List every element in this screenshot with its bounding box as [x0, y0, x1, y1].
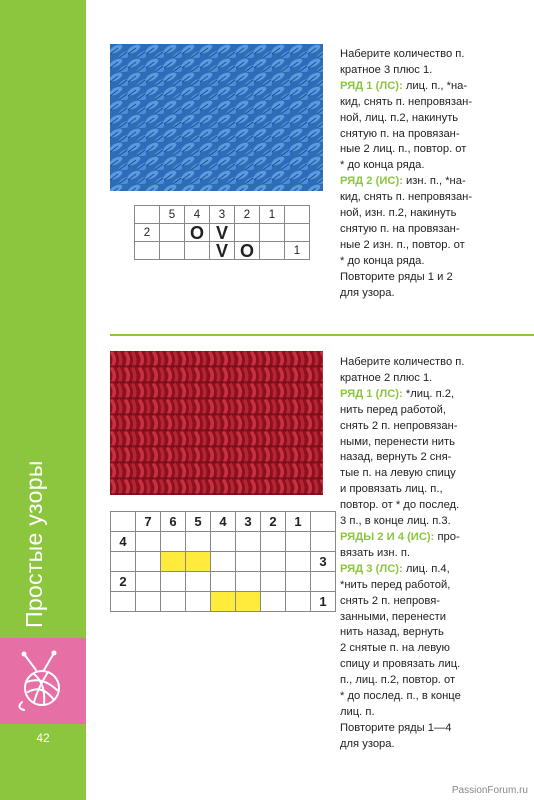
pattern1-chart [134, 205, 310, 260]
row-label: РЯД 2 (ИС): [340, 175, 403, 188]
instruction-line [340, 498, 506, 514]
chart-row [111, 512, 336, 532]
instruction-text: снятую п. на провязан- [340, 127, 460, 140]
chart-cell [211, 572, 236, 592]
chart-cell: 4 [185, 206, 210, 224]
chart-cell [211, 592, 236, 612]
chart-cell: 6 [161, 512, 186, 532]
chart-row [111, 552, 336, 572]
section-title: Простые узоры [21, 460, 47, 628]
chart-cell [186, 552, 211, 572]
instruction-line [340, 403, 506, 419]
chart-cell: 3 [210, 206, 235, 224]
chart-cell: O [235, 242, 260, 260]
chart-cell [185, 242, 210, 260]
chart-row [111, 572, 336, 592]
instruction-line [340, 79, 506, 95]
chart-cell: O [185, 224, 210, 242]
instruction-line [340, 435, 506, 451]
chart-cell: 5 [160, 206, 185, 224]
chart-cell [135, 242, 160, 260]
instruction-text: * до послед. п., в конце [340, 690, 461, 703]
chart-cell [161, 532, 186, 552]
chart-cell [286, 532, 311, 552]
instruction-text: ные 2 лиц. п., повтор. от [340, 143, 467, 156]
chart-cell [261, 592, 286, 612]
chart-cell [236, 572, 261, 592]
instruction-line [340, 625, 506, 641]
instruction-text: кид, снять п. непровязан- [340, 95, 473, 108]
instruction-text: кид, снять п. непровязан- [340, 191, 473, 204]
chart-cell: 1 [260, 206, 285, 224]
instruction-line [340, 270, 506, 286]
chart-cell [160, 224, 185, 242]
chart-cell [285, 224, 310, 242]
yarn-ball-icon [14, 650, 70, 712]
instruction-line [340, 387, 506, 403]
chart-cell [261, 532, 286, 552]
instruction-line [340, 514, 506, 530]
chart-cell [260, 224, 285, 242]
chart-cell [211, 532, 236, 552]
chart-cell [311, 532, 336, 552]
instruction-text: кратное 3 плюс 1. [340, 63, 433, 76]
pattern1-instructions [340, 47, 506, 302]
instruction-line [340, 721, 506, 737]
instruction-text: *лиц. п.2, [402, 387, 455, 400]
chart-cell: 5 [186, 512, 211, 532]
chart-cell [311, 572, 336, 592]
chart-cell [236, 552, 261, 572]
sidebar [0, 0, 86, 800]
instruction-line [340, 190, 506, 206]
chart-cell [285, 206, 310, 224]
instruction-line [340, 238, 506, 254]
red-knit-photo [110, 351, 323, 495]
chart-cell: 1 [286, 512, 311, 532]
instruction-text: ные 2 изн. п., повтор. от [340, 238, 465, 251]
chart-cell: 2 [261, 512, 286, 532]
chart-cell: 2 [135, 224, 160, 242]
chart-cell [286, 572, 311, 592]
chart-cell: 2 [235, 206, 260, 224]
chart-cell [136, 592, 161, 612]
row-label: РЯД 1 (ЛС): [340, 79, 403, 92]
instruction-text: снятую п. на провязан- [340, 222, 460, 235]
instruction-line [340, 705, 506, 721]
instruction-text: 3 п., в конце лиц. п.3. [340, 515, 451, 528]
section-divider [110, 334, 534, 336]
instruction-text: для узора. [340, 737, 395, 750]
instruction-text: ной, изн. п.2, накинуть [340, 207, 457, 220]
chart-cell [286, 552, 311, 572]
instruction-text: изн. п., *на- [402, 175, 466, 188]
instruction-text: лиц. п., *на- [402, 79, 468, 92]
chart-cell [136, 552, 161, 572]
chart-cell [261, 572, 286, 592]
instruction-line [340, 689, 506, 705]
instruction-text: лиц. п.4, [402, 562, 450, 575]
chart-cell [111, 592, 136, 612]
instruction-text: тые п. на левую спицу [340, 467, 456, 480]
instruction-line [340, 63, 506, 79]
instruction-line [340, 111, 506, 127]
instruction-text: Повторите ряды 1 и 2 [340, 270, 453, 283]
chart-cell [135, 206, 160, 224]
instruction-text: * до конца ряда. [340, 254, 425, 267]
instruction-line [340, 530, 506, 546]
chart-cell [161, 592, 186, 612]
chart-cell [286, 592, 311, 612]
instruction-text: ными, перенести нить [340, 435, 455, 448]
chart-cell [136, 532, 161, 552]
instruction-line [340, 562, 506, 578]
instruction-line [340, 578, 506, 594]
instruction-line [340, 206, 506, 222]
chart-cell [260, 242, 285, 260]
chart-cell: 1 [311, 592, 336, 612]
chart-cell: 2 [111, 572, 136, 592]
chart-cell [161, 572, 186, 592]
instruction-text: лиц. п. [340, 705, 375, 718]
chart-cell [161, 552, 186, 572]
blue-knit-photo [110, 44, 323, 191]
pattern2-instructions [340, 355, 506, 753]
chart-row [135, 206, 310, 224]
instruction-text: кратное 2 плюс 1. [340, 371, 433, 384]
instruction-text: нить назад, вернуть [340, 626, 444, 639]
instruction-text: снять 2 п. непровязан- [340, 419, 458, 432]
instruction-text: спицу и провязать лиц. [340, 658, 461, 671]
chart-cell [261, 552, 286, 572]
instruction-line [340, 355, 506, 371]
pattern2-chart [110, 511, 336, 612]
instruction-line [340, 641, 506, 657]
instruction-text: нить перед работой, [340, 403, 447, 416]
row-label: РЯД 1 (ЛС): [340, 387, 403, 400]
chart-cell [160, 242, 185, 260]
instruction-text: п., лиц. п.2, повтор. от [340, 674, 456, 687]
chart-cell [235, 224, 260, 242]
chart-cell [186, 572, 211, 592]
chart-cell: 4 [111, 532, 136, 552]
instruction-text: занными, перенести [340, 610, 446, 623]
instruction-line [340, 127, 506, 143]
instruction-line [340, 610, 506, 626]
row-label: РЯДЫ 2 И 4 (ИС): [340, 530, 435, 543]
instruction-text: назад, вернуть 2 сня- [340, 451, 452, 464]
chart-row [135, 242, 310, 260]
instruction-line [340, 158, 506, 174]
instruction-line [340, 657, 506, 673]
chart-cell [136, 572, 161, 592]
chart-cell: 4 [211, 512, 236, 532]
instruction-text: * до конца ряда. [340, 159, 425, 172]
instruction-text: ной, лиц. п.2, накинуть [340, 111, 459, 124]
instruction-line [340, 594, 506, 610]
instruction-line [340, 482, 506, 498]
chart-cell [211, 552, 236, 572]
instruction-line [340, 222, 506, 238]
instruction-line [340, 286, 506, 302]
instruction-line [340, 673, 506, 689]
chart-cell [186, 532, 211, 552]
instruction-line [340, 47, 506, 63]
instruction-text: повтор. от * до послед. [340, 499, 460, 512]
instruction-text: про- [434, 530, 460, 543]
watermark: PassionForum.ru [451, 785, 528, 796]
instruction-text: снять 2 п. непровя- [340, 594, 440, 607]
chart-cell [186, 592, 211, 612]
chart-cell [311, 512, 336, 532]
instruction-text: *нить перед работой, [340, 578, 451, 591]
instruction-line [340, 174, 506, 190]
instruction-line [340, 466, 506, 482]
chart-cell: 1 [285, 242, 310, 260]
instruction-line [340, 737, 506, 753]
instruction-line [340, 419, 506, 435]
chart-cell: V [210, 242, 235, 260]
chart-cell [111, 552, 136, 572]
chart-row [111, 592, 336, 612]
chart-cell [236, 532, 261, 552]
instruction-line [340, 95, 506, 111]
chart-row [135, 224, 310, 242]
chart-cell [236, 592, 261, 612]
instruction-text: Повторите ряды 1—4 [340, 721, 452, 734]
instruction-text: Наберите количество п. [340, 48, 465, 60]
instruction-line [340, 371, 506, 387]
instruction-line [340, 546, 506, 562]
chart-cell [111, 512, 136, 532]
chart-cell: V [210, 224, 235, 242]
chart-cell: 7 [136, 512, 161, 532]
chart-row [111, 532, 336, 552]
row-label: РЯД 3 (ЛС): [340, 562, 403, 575]
instruction-text: и провязать лиц. п., [340, 483, 443, 496]
instruction-text: для узора. [340, 286, 395, 299]
instruction-text: 2 снятые п. на левую [340, 642, 450, 655]
page-number: 42 [36, 731, 50, 745]
chart-cell: 3 [311, 552, 336, 572]
instruction-text: Наберите количество п. [340, 356, 465, 368]
instruction-text: вязать изн. п. [340, 546, 410, 559]
instruction-line [340, 142, 506, 158]
instruction-line [340, 450, 506, 466]
chart-cell: 3 [236, 512, 261, 532]
instruction-line [340, 254, 506, 270]
